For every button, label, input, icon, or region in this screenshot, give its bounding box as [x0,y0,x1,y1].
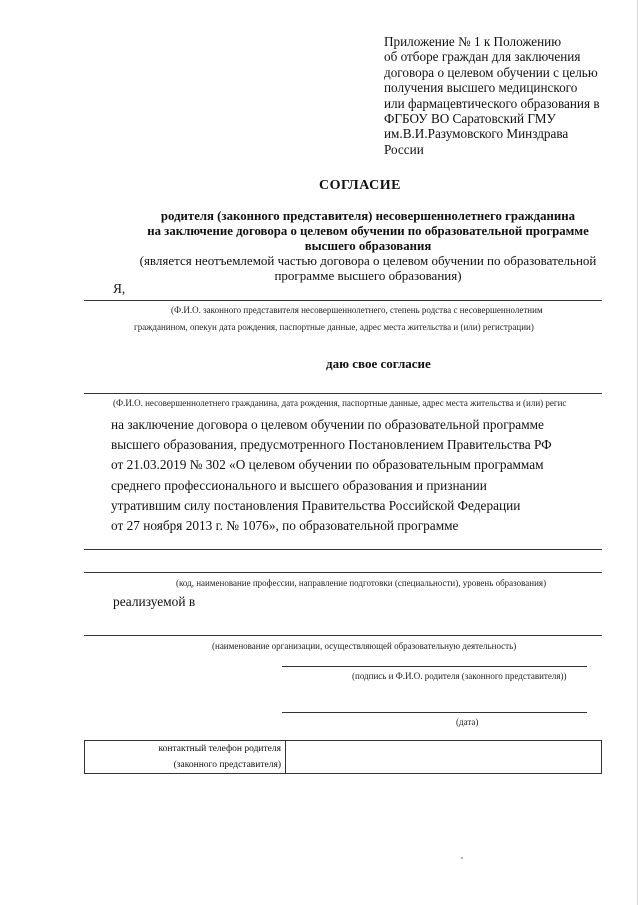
ya-label: Я, [113,281,126,296]
parent-name-line[interactable] [84,300,602,301]
body-line: от 27 ноября 2013 г. № 1076», по образовательной программе [111,518,459,534]
appendix-line: ФГБОУ ВО Саратовский ГМУ [384,111,556,127]
program-line-2[interactable] [84,572,602,573]
parent-caption-line: (Ф.И.О. законного представителя несовершеннолетнего, степень родства с несовершеннолетним [171,305,543,315]
minor-name-line[interactable] [84,393,602,394]
date-line[interactable] [282,712,587,713]
document-title: СОГЛАСИЕ [319,178,401,193]
note-line: (является неотъемлемой частью договора о целевом обучении по образовательной [139,253,597,268]
organization-caption: (наименование организации, осуществляющей образовательную деятельность) [212,641,517,651]
appendix-line: получения высшего медицинского [384,80,578,96]
body-line: высшего образования, предусмотренного Постановлением Правительства РФ [111,437,552,453]
parent-caption-line: гражданином, опекун дата рождения, паспортные данные, адрес места жительства и (или) регистрации) [134,322,534,332]
appendix-line: Приложение № 1 к Положению [384,34,562,49]
contact-phone-field[interactable] [286,741,602,774]
contact-phone-label [85,741,286,774]
scan-edge-line [637,0,638,905]
note-line: программе высшего образования) [274,268,462,283]
body-line: на заключение договора о целевом обучении по образовательной программе [111,417,544,432]
minor-caption: (Ф.И.О. несовершеннолетнего гражданина, дата рождения, паспортные данные, адрес места жительства и (или) регис [113,398,567,408]
body-line: утратившим силу постановления Правительства Российской Федерации [111,497,521,513]
document-subtitle [120,209,616,254]
contact-label-line: (законного представителя) [173,760,281,770]
body-line: от 21.03.2019 № 302 «О целевом обучении по образовательным программам [111,457,544,473]
organization-line[interactable] [84,635,602,636]
subtitle-line: высшего образования [304,239,432,253]
appendix-line: России [384,141,424,157]
body-line: среднего профессионального и высшего образования и признании [111,477,487,493]
scan-speck [461,857,463,859]
consent-body [111,415,552,536]
document-note [120,253,616,283]
consent-label: даю свое согласие [326,356,431,371]
subtitle-line: на заключение договора о целевом обучении по образовательной программе [147,224,589,238]
program-caption: (код, наименование профессии, направление подготовки (специальности), уровень образования) [176,578,547,588]
signature-line[interactable] [282,666,587,667]
date-caption: (дата) [456,717,479,727]
signature-caption: (подпись и Ф.И.О. родителя (законного представителя)) [352,671,567,681]
appendix-line: договора о целевом обучении с целью [384,64,598,80]
contact-phone-table [84,740,602,774]
realized-label: реализуемой в [113,594,196,609]
subtitle-line: родителя (законного представителя) несовершеннолетнего гражданина [160,209,576,223]
appendix-line: об отборе граждан для заключения [384,49,581,65]
appendix-note [384,34,624,157]
program-line-1[interactable] [84,549,602,550]
appendix-line: или фармацевтического образования в [384,95,600,111]
contact-label-line: контактный телефон родителя [158,744,281,754]
appendix-line: им.В.И.Разумовского Минздрава [384,126,569,142]
